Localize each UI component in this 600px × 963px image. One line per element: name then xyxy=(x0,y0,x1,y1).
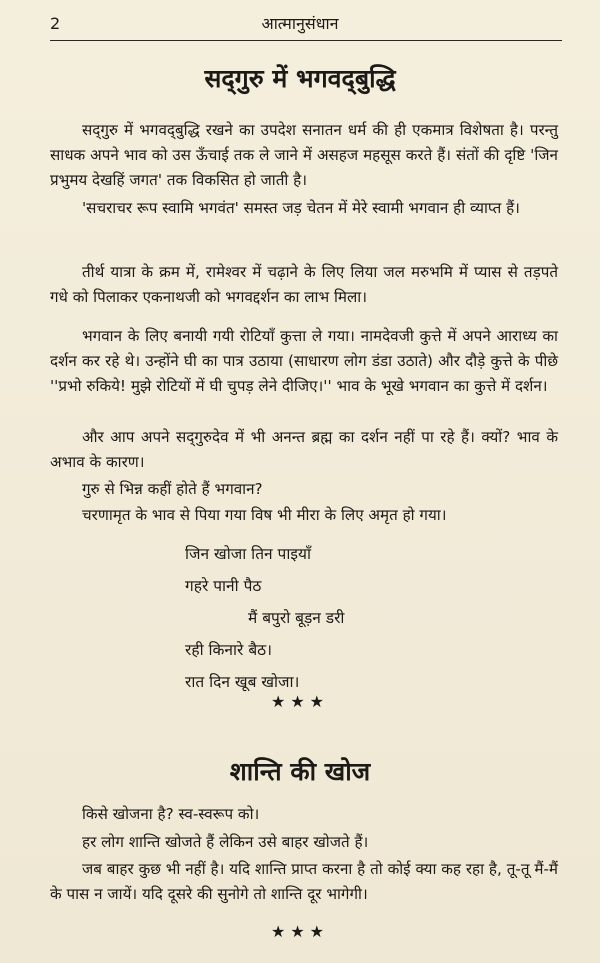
verse-line-3: मैं बपुरो बूड़न डरी xyxy=(248,609,345,627)
section-separator-end: ★★★ xyxy=(270,922,330,941)
paragraph-4: भगवान के लिए बनायी गयी रोटियाँ कुत्ता ले गया। नामदेवजी कुत्ते में अपने आराध्य का दर्शन कर रहे थे। उन्होंने घी का पात्र उठाया (साधारण लोग डंडा उठाते) और दौड़े कुत्ते के पीछे ''प्रभो रुकिये! मुझे रोटियों में घी चुपड़ लेने दीजिए।'' भाव के भूखे भगवान का कुत्ते में दर्शन। xyxy=(50,327,558,395)
section-separator: ★★★ xyxy=(270,692,330,711)
page-number: 2 xyxy=(50,14,61,33)
paragraph-6: गुरु से भिन्न कहीं होते हैं भगवान? xyxy=(82,480,263,498)
verse-block xyxy=(185,538,344,698)
paragraph-8: किसे खोजना है? स्व-स्वरूप को। xyxy=(82,805,260,823)
paragraph-3: तीर्थ यात्रा के क्रम में, रामेश्वर में चढ़ाने के लिए लिया जल मरुभमि में प्यास से तड़पते गधे को पिलाकर एकनाथजी को भगवद्दर्शन का लाभ मिला। xyxy=(50,263,558,306)
verse-line-5: रात दिन खूब खोजा। xyxy=(185,673,300,691)
header-rule xyxy=(50,40,562,41)
paragraph-1: सद्‌गुरु में भगवद्‌बुद्धि रखने का उपदेश सनातन धर्म की ही एकमात्र विशेषता है। परन्तु साधक अपने भाव को उस ऊँचाई तक ले जाने में असहज महसूस करते हैं। संतों की दृष्टि 'जिन प्रभुमय देखहिं जगत' तक विकसित हो जाती है। xyxy=(50,121,558,189)
running-title: आत्मानुसंधान xyxy=(261,14,339,33)
verse-line-1: जिन खोजा तिन पाइयाँ xyxy=(185,545,311,563)
paragraph-7: चरणामृत के भाव से पिया गया विष भी मीरा के लिए अमृत हो गया। xyxy=(82,506,447,524)
paragraph-9: हर लोग शान्ति खोजते हैं लेकिन उसे बाहर खोजते हैं। xyxy=(82,833,369,851)
section-title-shanti: शान्ति की खोज xyxy=(229,757,371,786)
paragraph-2: 'सचराचर रूप स्वामि भगवंत' समस्त जड़ चेतन में मेरे स्वामी भगवान ही व्याप्त हैं। xyxy=(82,199,520,217)
paragraph-5: और आप अपने सद्‌गुरुदेव में भी अनन्त ब्रह्म का दर्शन नहीं पा रहे हैं। क्यों? भाव के अभाव के कारण। xyxy=(50,428,558,471)
running-header xyxy=(0,10,600,38)
verse-line-2: गहरे पानी पैठ xyxy=(185,577,262,595)
section-title-sadguru: सद्‌गुरु में भगवद्‌बुद्धि xyxy=(204,64,396,93)
paragraph-10: जब बाहर कुछ भी नहीं है। यदि शान्ति प्राप्त करना है तो कोई क्या कह रहा है, तू-तू मैं-मैं के पास न जायें। यदि दूसरे की सुनोगे तो शान्ति दूर भागेगी। xyxy=(50,860,558,903)
verse-line-4: रही किनारे बैठ। xyxy=(185,641,273,659)
